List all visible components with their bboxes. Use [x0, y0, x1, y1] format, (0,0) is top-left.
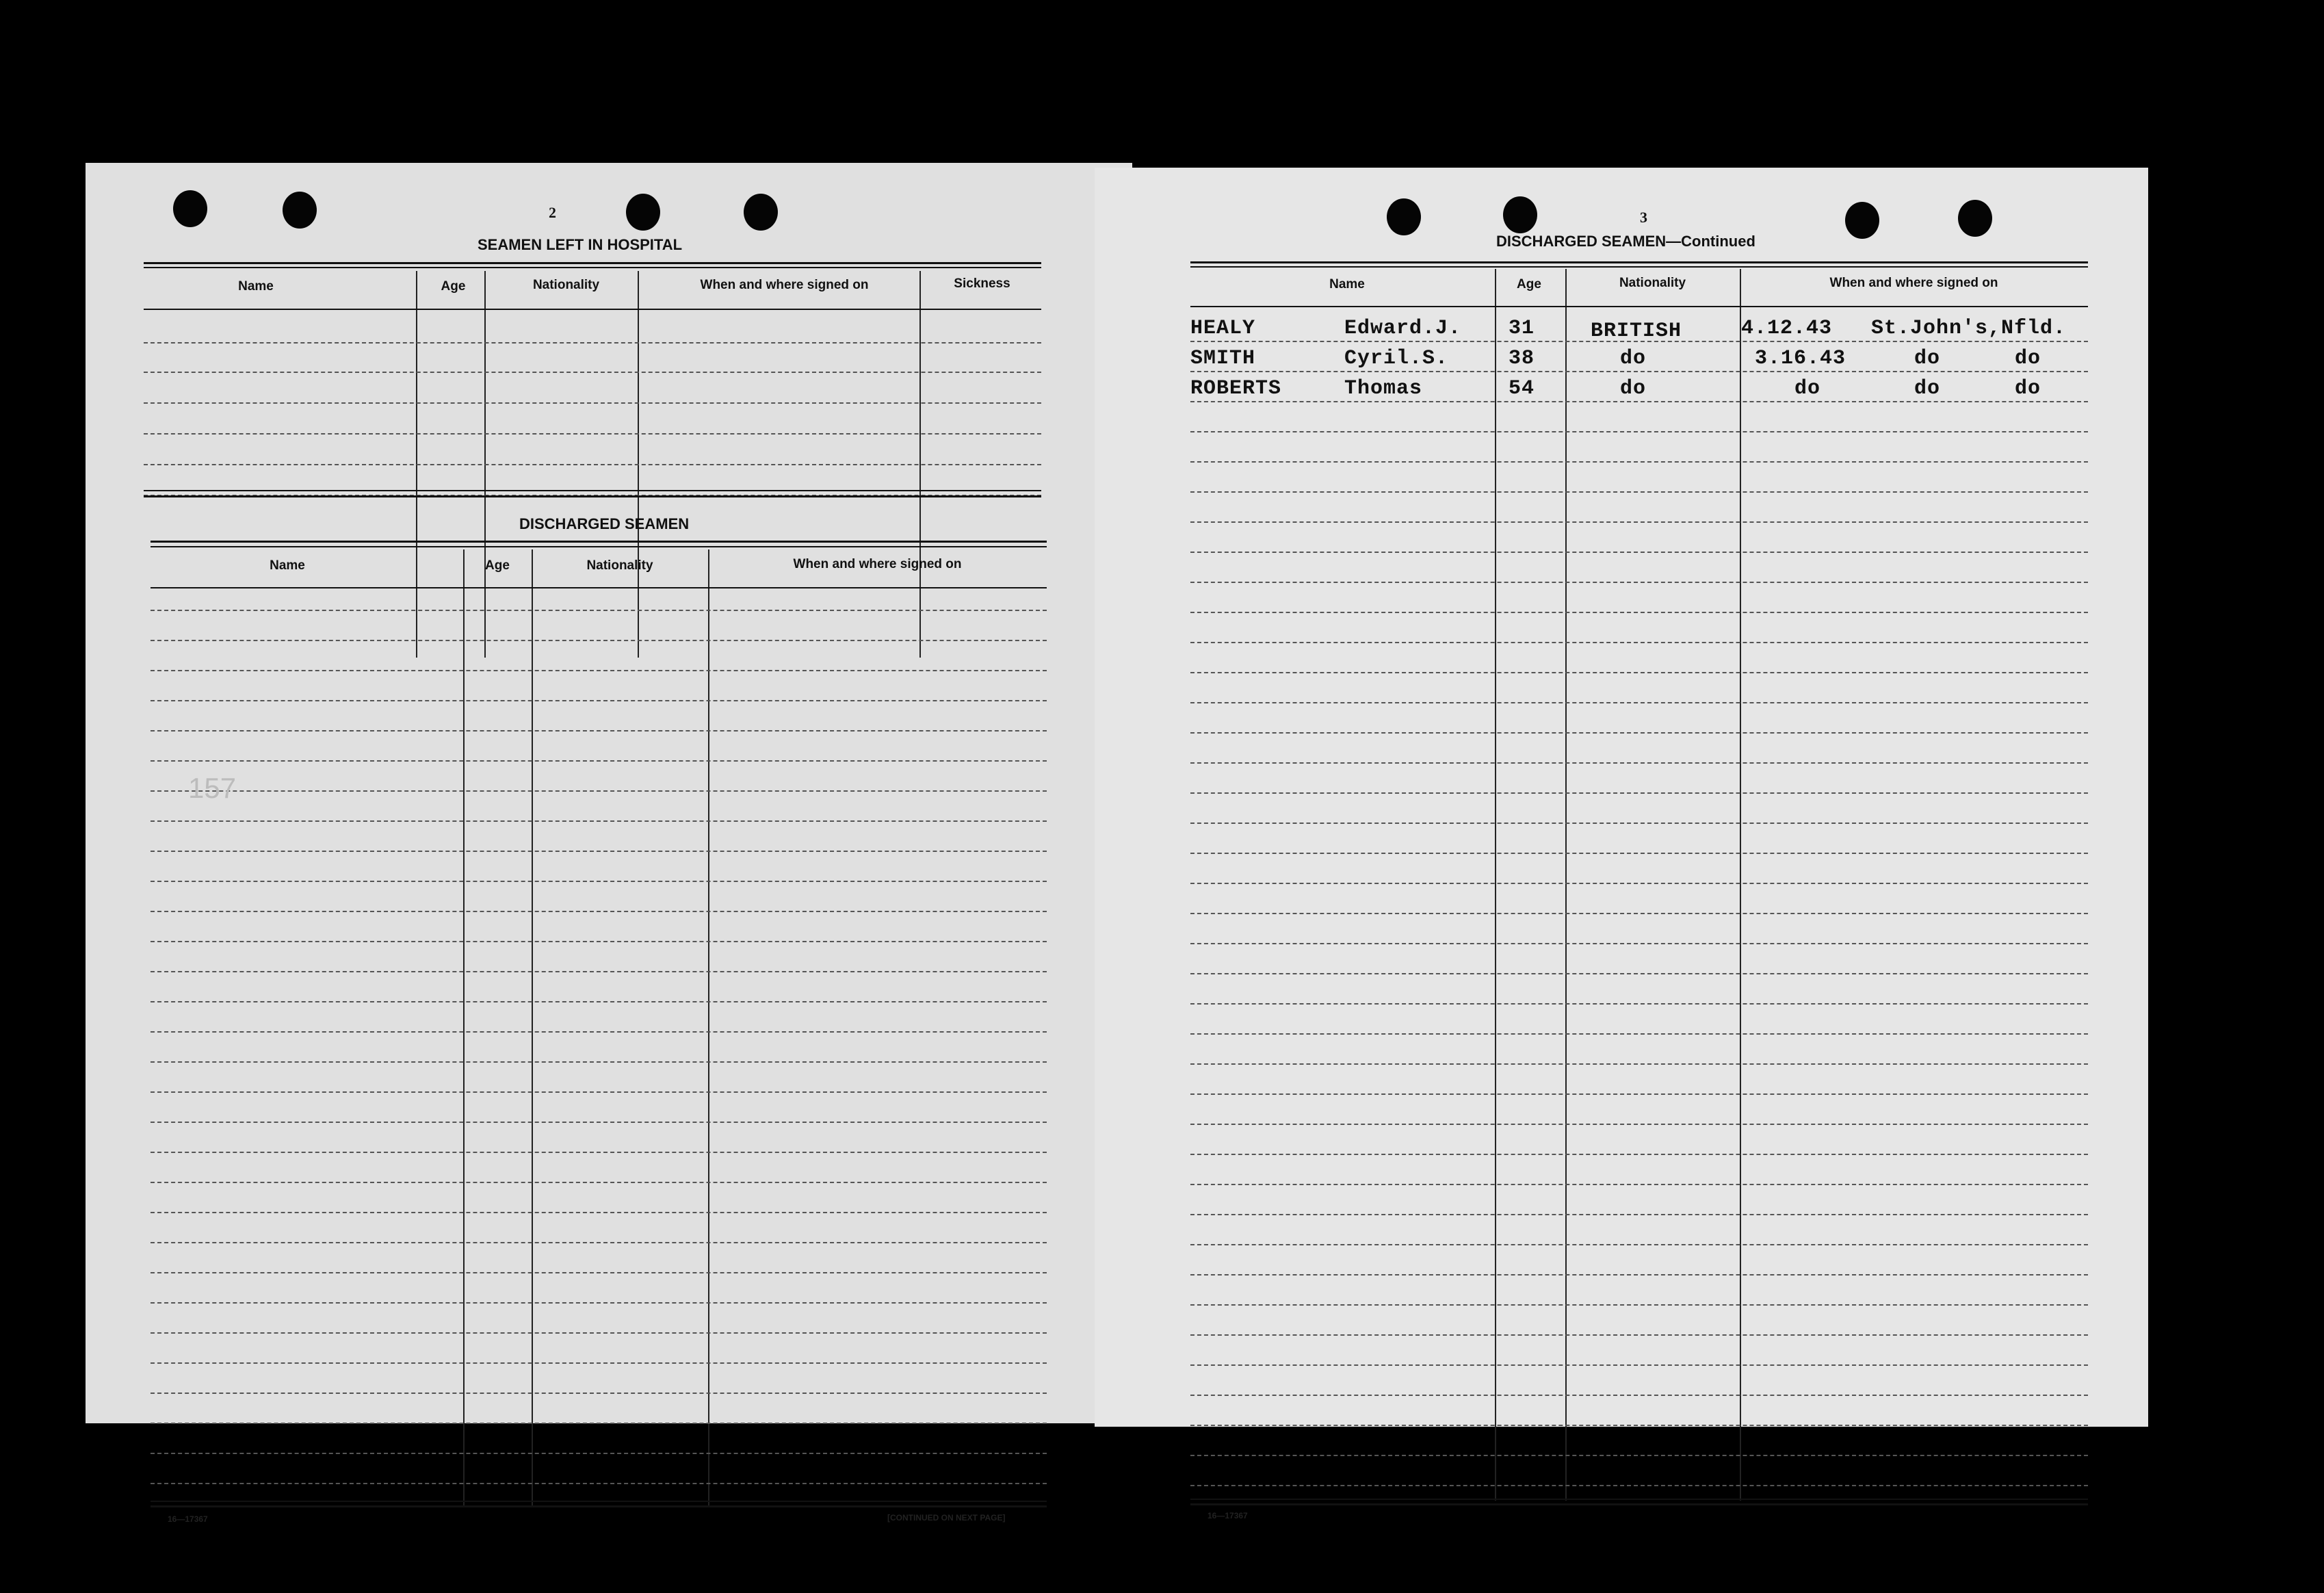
age-cell: 54 [1509, 377, 1535, 400]
date-cell: 3.16.43 [1755, 347, 1846, 370]
page-number: 2 [549, 204, 556, 221]
surname-cell: ROBERTS [1190, 377, 1282, 400]
section-title-discharged-seamen-continued: DISCHARGED SEAMEN—Continued [1496, 233, 1755, 250]
column-header-nationality: Nationality [532, 278, 600, 292]
continued-note: [CONTINUED ON NEXT PAGE] [887, 1513, 1006, 1523]
punch-hole [283, 192, 317, 229]
faint-stamp: 157 [188, 772, 237, 804]
age-cell: 31 [1509, 317, 1535, 340]
punch-hole [744, 194, 778, 231]
page-number: 3 [1640, 209, 1647, 226]
column-header-age: Age [485, 558, 510, 573]
punch-hole [626, 194, 660, 231]
column-header-name: Name [1329, 277, 1365, 292]
column-header-age: Age [441, 279, 466, 294]
surname-cell: SMITH [1190, 347, 1256, 370]
place-detail-cell: do [2015, 377, 2041, 400]
given-name-cell: Cyril.S. [1344, 347, 1449, 370]
punch-hole [1503, 196, 1537, 233]
nationality-cell: do [1620, 347, 1647, 370]
nationality-cell: BRITISH [1591, 320, 1682, 343]
column-header-age: Age [1517, 277, 1541, 292]
column-header-nationality: Nationality [586, 558, 653, 573]
page-left [86, 163, 1132, 1524]
place-cell: do [1914, 347, 1941, 370]
date-cell: 4.12.43 [1741, 317, 1833, 340]
nationality-cell: do [1620, 377, 1647, 400]
column-header-when-where-signed-on: When and where signed on [1829, 276, 1998, 290]
column-header-name: Name [270, 558, 305, 573]
given-name-cell: Edward.J. [1344, 317, 1462, 340]
age-cell: 38 [1509, 347, 1535, 370]
punch-hole [173, 190, 207, 227]
section-title-discharged-seamen: DISCHARGED SEAMEN [519, 515, 690, 532]
given-name-cell: Thomas [1344, 377, 1423, 400]
place-cell: do [1914, 377, 1941, 400]
form-number: 16—17367 [1207, 1511, 1248, 1520]
page-right [1095, 168, 2148, 1520]
punch-hole [1958, 200, 1992, 237]
section-title-seamen-left-in-hospital: SEAMEN LEFT IN HOSPITAL [478, 236, 683, 253]
place-detail-cell: do [2015, 347, 2041, 370]
surname-cell: HEALY [1190, 317, 1256, 340]
date-cell: do [1794, 377, 1821, 400]
place-cell: St.John's,Nfld. [1871, 317, 2067, 340]
punch-hole [1845, 202, 1879, 239]
column-header-name: Name [238, 279, 274, 294]
column-header-when-where-signed-on: When and where signed on [700, 278, 869, 292]
column-header-nationality: Nationality [1619, 276, 1686, 290]
column-header-when-where-signed-on: When and where signed on [793, 557, 962, 571]
column-header-sickness: Sickness [954, 276, 1010, 291]
punch-hole [1387, 198, 1421, 235]
form-number: 16—17367 [168, 1514, 208, 1524]
